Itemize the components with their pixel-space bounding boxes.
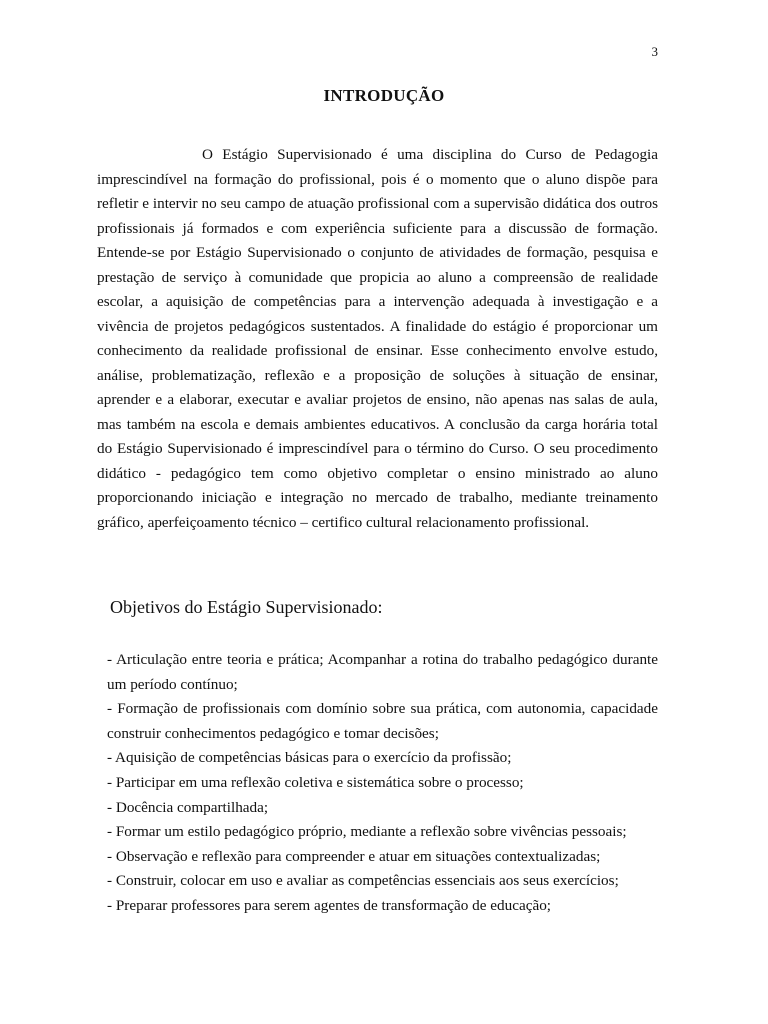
intro-paragraph-text: O Estágio Supervisionado é uma disciplina do Curso de Pedagogia imprescindível na formação do profissional, pois é o momento que o aluno dispõe para refletir e intervir no seu campo de atuação profissional com a supervisão didática dos outros profissionais já formados e com experiência suficiente para a discussão de formação. Entende-se por Estágio Supervisionado o conjunto de atividades de formação, pesquisa e prestação de serviço à comunidade que propicia ao aluno a compreensão de realidade escolar, a aquisição de competências para a intervenção adequada à investigação e a vivência de projetos pedagógicos sustentados. A finalidade do estágio é proporcionar um conhecimento da realidade profissional de ensinar. Esse conhecimento envolve estudo, análise, problematização, reflexão e a proposição de soluções à situação de ensinar, aprender e a elaborar, executar e avaliar projetos de ensino, não apenas nas salas de aula, mas também na escola e demais ambientes educativos. A conclusão da carga horária total do Estágio Supervisionado é imprescindível para o término do Curso. O seu procedimento didático - pedagógico tem como objetivo completar o ensino ministrado ao aluno proporcionando iniciação e integração no mercado de trabalho, mediante treinamento gráfico, aperfeiçoamento técnico – certifico cultural relacionamento profissional. <box>97 146 658 531</box>
objective-item: - Participar em uma reflexão coletiva e sistemática sobre o processo; <box>107 773 524 791</box>
intro-paragraph <box>97 143 658 535</box>
objective-item: - Formar um estilo pedagógico próprio, mediante a reflexão sobre vivências pessoais; <box>107 823 627 841</box>
objectives-list <box>107 648 658 919</box>
objective-item: - Aquisição de competências básicas para o exercício da profissão; <box>107 749 512 767</box>
objectives-heading: Objetivos do Estágio Supervisionado: <box>110 597 383 617</box>
objective-item: - Docência compartilhada; <box>107 798 269 816</box>
objective-item: - Preparar professores para serem agentes de transformação de educação; <box>107 896 552 914</box>
objective-item: - Articulação entre teoria e prática; Acompanhar a rotina do trabalho pedagógico durante um período contínuo; <box>107 651 658 693</box>
page-number: 3 <box>651 44 658 59</box>
page-title: INTRODUÇÃO <box>323 86 445 105</box>
objective-item: - Observação e reflexão para compreender e atuar em situações contextualizadas; <box>107 847 601 865</box>
objective-item: - Formação de profissionais com domínio sobre sua prática, com autonomia, capacidade construir conhecimentos pedagógico e tomar decisões; <box>107 700 658 742</box>
objective-item: - Construir, colocar em uso e avaliar as competências essenciais aos seus exercícios; <box>107 872 619 890</box>
